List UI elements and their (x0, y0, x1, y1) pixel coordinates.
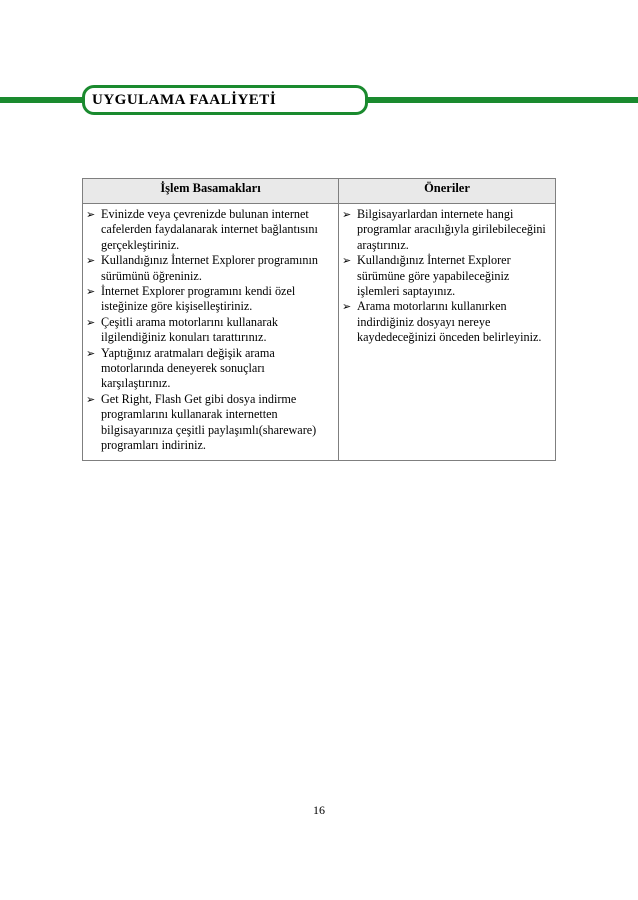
table-header-row (83, 179, 556, 204)
list-item (86, 315, 336, 346)
list-item (86, 392, 336, 454)
arrow-bullet-icon: ➢ (86, 392, 96, 406)
step-text: Çeşitli arama motorlarını kullanarak ilgilendiğiniz konuları tarattırınız. (101, 314, 278, 345)
list-item (86, 207, 336, 253)
list-item (86, 253, 336, 284)
suggestion-text: Bilgisayarlardan internete hangi programlar aracılığıyla girilebileceğini araştırınız. (357, 207, 546, 252)
suggestions-list (342, 207, 553, 346)
steps-list (86, 207, 336, 454)
suggestions-cell (339, 204, 556, 461)
page-number: 16 (313, 803, 325, 817)
list-item (342, 207, 553, 253)
arrow-bullet-icon: ➢ (86, 285, 96, 299)
suggestion-text: Arama motorlarını kullanırken indirdiğiniz dosyayı nereye kaydedeceğinizi önceden belirleyiniz. (357, 299, 542, 345)
arrow-bullet-icon: ➢ (86, 208, 96, 221)
steps-cell (83, 204, 339, 461)
step-text: Evinizde veya çevrenizde bulunan internet cafelerden faydalanarak internet bağlantısını gerçekleştiriniz. (101, 207, 318, 252)
column-header-steps: İşlem Basamakları (83, 179, 339, 204)
step-text: İnternet Explorer programını kendi özel isteğinize göre kişiselleştiriniz. (101, 284, 296, 314)
step-text: Kullandığınız İnternet Explorer programının sürümünü öğreniniz. (101, 253, 318, 283)
page-title: UYGULAMA FAALİYETİ (92, 92, 277, 108)
column-header-suggestions: Öneriler (339, 179, 556, 204)
table-row (83, 204, 556, 461)
step-text: Get Right, Flash Get gibi dosya indirme programlarını kullanarak internetten bilgisayarınıza çeşitli paylaşımlı(shareware) programları indiriniz. (101, 391, 317, 453)
arrow-bullet-icon: ➢ (86, 254, 96, 268)
arrow-bullet-icon: ➢ (86, 315, 96, 329)
arrow-bullet-icon: ➢ (86, 346, 96, 360)
suggestion-text: Kullandığınız İnternet Explorer sürümüne göre yapabileceğiniz işlemleri saptayınız. (357, 253, 511, 299)
header-rule-right (368, 97, 638, 103)
list-item (86, 346, 336, 392)
step-text: Yaptığınız aratmaları değişik arama motorlarında deneyerek sonuçları karşılaştırınız. (101, 345, 275, 391)
list-item (342, 253, 553, 299)
arrow-bullet-icon: ➢ (342, 300, 352, 314)
arrow-bullet-icon: ➢ (342, 254, 352, 268)
activity-table (82, 178, 556, 461)
list-item (86, 284, 336, 315)
arrow-bullet-icon: ➢ (342, 208, 352, 221)
header-rule-left (0, 97, 86, 103)
list-item (342, 299, 553, 345)
